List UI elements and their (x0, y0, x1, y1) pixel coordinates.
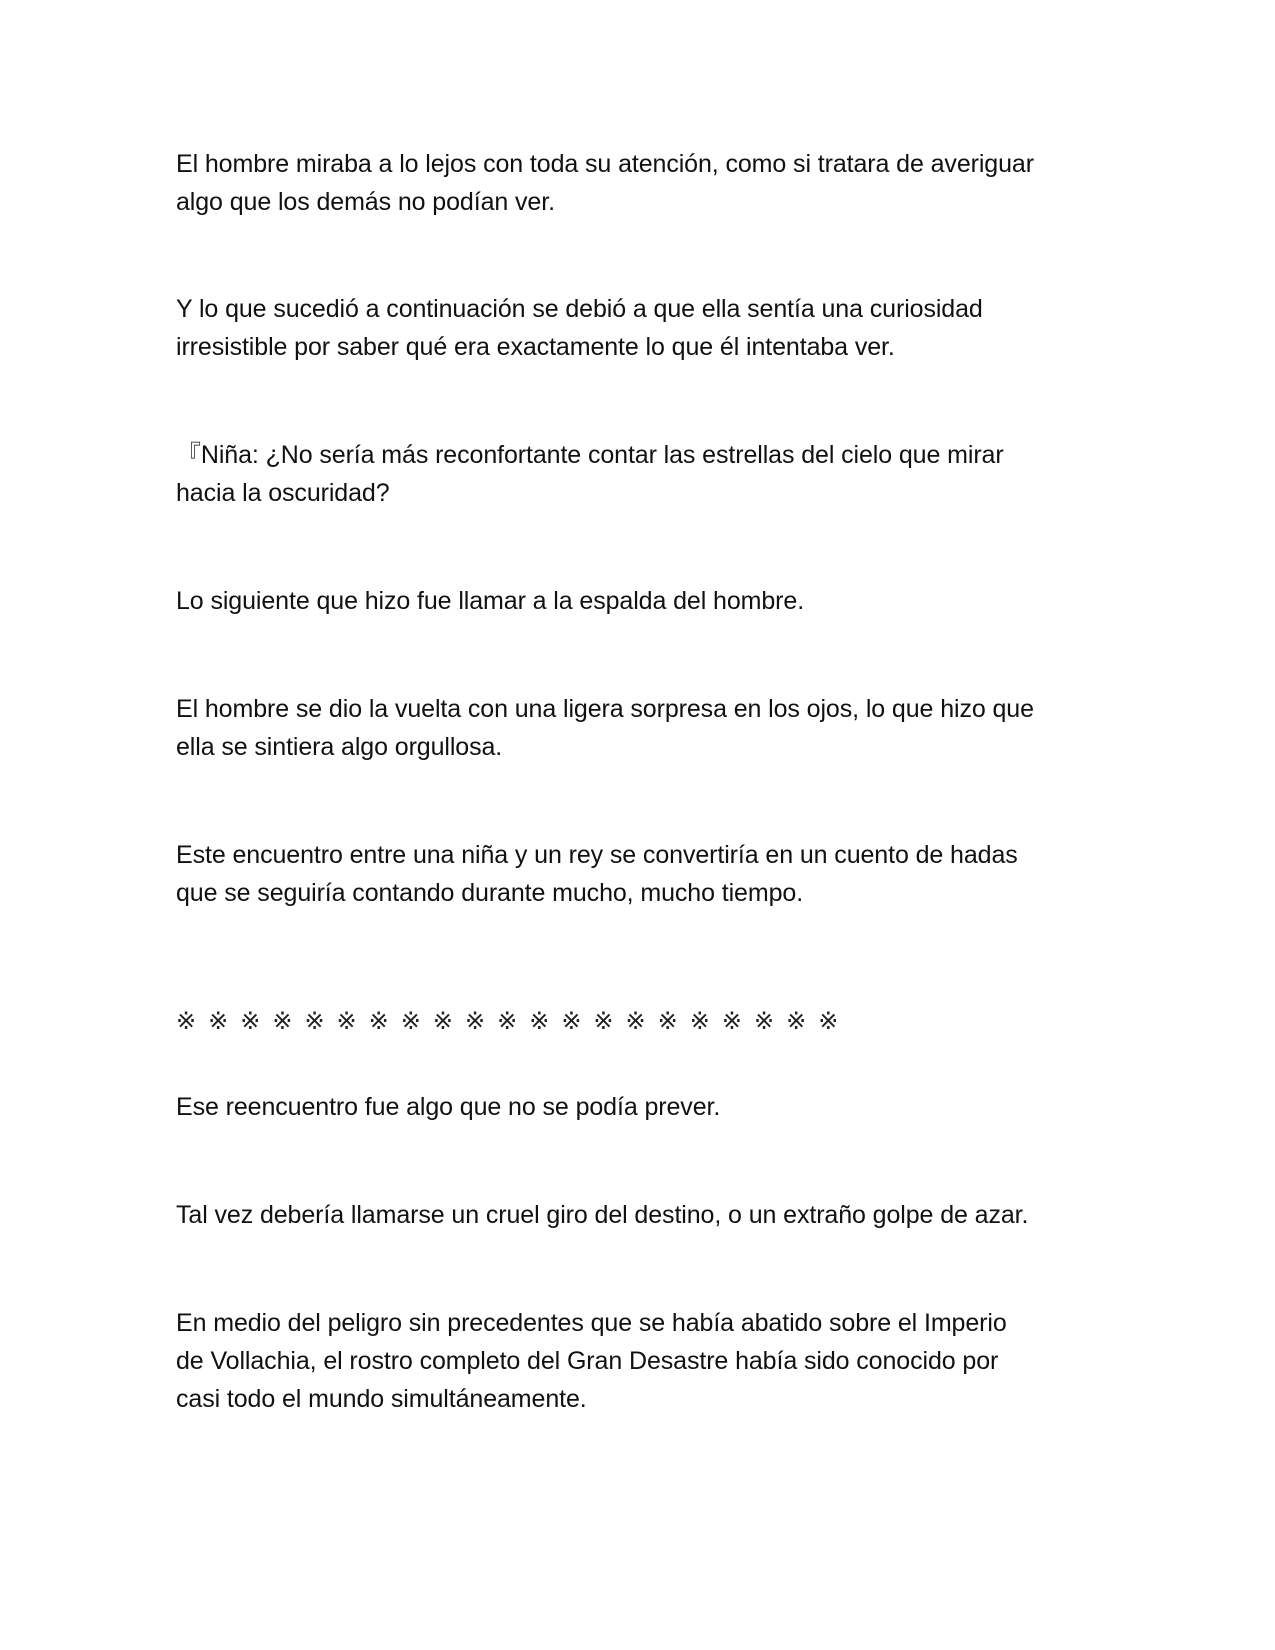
paragraph-line: casi todo el mundo simultáneamente. (176, 1385, 587, 1413)
paragraph-3-dialogue (176, 436, 1096, 512)
paragraph-line: Ese reencuentro fue algo que no se podía prever. (176, 1093, 721, 1121)
paragraph-5 (176, 690, 1096, 766)
paragraph-8 (176, 1196, 1096, 1234)
paragraph-7 (176, 1088, 1096, 1126)
paragraph-9 (176, 1304, 1096, 1418)
paragraph-line: El hombre se dio la vuelta con una ligera sorpresa en los ojos, lo que hizo que (176, 695, 1034, 723)
paragraph-line: de Vollachia, el rostro completo del Gran Desastre había sido conocido por (176, 1347, 999, 1375)
paragraph-4 (176, 582, 1096, 620)
paragraph-1 (176, 145, 1096, 221)
paragraph-line: que se seguiría contando durante mucho, mucho tiempo. (176, 879, 804, 907)
paragraph-2 (176, 290, 1096, 366)
paragraph-line: Y lo que sucedió a continuación se debió a que ella sentía una curiosidad (176, 295, 983, 323)
paragraph-line: 『Niña: ¿No sería más reconfortante contar las estrellas del cielo que mirar (176, 441, 1004, 469)
paragraph-line: Este encuentro entre una niña y un rey se convertiría en un cuento de hadas (176, 841, 1018, 869)
paragraph-line: En medio del peligro sin precedentes que se había abatido sobre el Imperio (176, 1309, 1007, 1337)
paragraph-line: Tal vez debería llamarse un cruel giro del destino, o un extraño golpe de azar. (176, 1201, 1029, 1229)
paragraph-line: Lo siguiente que hizo fue llamar a la espalda del hombre. (176, 587, 805, 615)
paragraph-line: irresistible por saber qué era exactamente lo que él intentaba ver. (176, 333, 895, 361)
paragraph-6 (176, 836, 1096, 912)
paragraph-line: ella se sintiera algo orgullosa. (176, 733, 503, 761)
paragraph-line: El hombre miraba a lo lejos con toda su atención, como si tratara de averiguar (176, 150, 1034, 178)
paragraph-line: algo que los demás no podían ver. (176, 188, 555, 216)
scene-separator: ※※※※※※※※※※※※※※※※※※※※※ (176, 1007, 851, 1035)
paragraph-line: hacia la oscuridad? (176, 479, 390, 507)
